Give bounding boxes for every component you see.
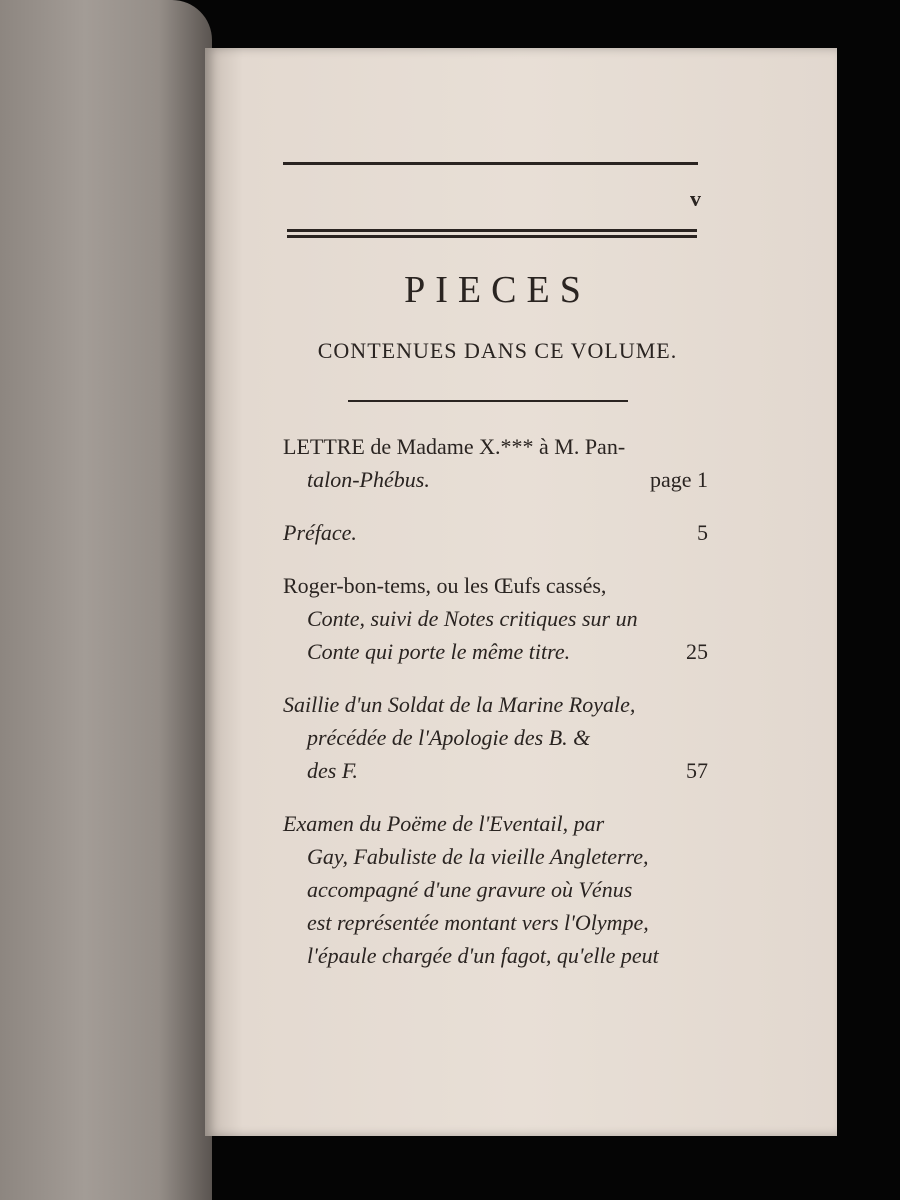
- entry-page: page 1: [649, 467, 708, 492]
- entry-line: précédée de l'Apologie des B. &: [307, 725, 591, 750]
- entry-page: 57: [686, 758, 708, 783]
- title-rule: [348, 400, 628, 402]
- entry-line: LETTRE de Madame X.*** à M. Pan-: [283, 434, 626, 459]
- page-subtitle: CONTENUES DANS CE VOLUME.: [317, 338, 678, 363]
- entry-line: Saillie d'un Soldat de la Marine Royale,: [283, 692, 636, 717]
- list-item: [283, 688, 708, 787]
- entry-line: accompagné d'une gravure où Vénus: [307, 877, 633, 902]
- list-item: [283, 430, 708, 496]
- list-item: [283, 516, 708, 549]
- entry-page: 5: [697, 520, 708, 545]
- entry-line: l'épaule chargée d'un fagot, qu'elle peut: [307, 943, 659, 968]
- entry-line: talon-Phébus. page 1: [283, 463, 708, 496]
- list-item: [283, 807, 708, 972]
- page-title: PIECES: [404, 269, 591, 311]
- entry-line: est représentée montant vers l'Olympe,: [307, 910, 649, 935]
- entry-line: Roger-bon-tems, ou les Œufs cassés,: [283, 573, 607, 598]
- top-rule: [283, 162, 698, 165]
- entry-line: Conte qui porte le même titre. 25: [283, 635, 708, 668]
- entry-line: des F. 57: [283, 754, 708, 787]
- contents-list: [283, 430, 708, 992]
- entry-line: Conte, suivi de Notes critiques sur un: [307, 606, 638, 631]
- left-page: [0, 0, 212, 1200]
- list-item: [283, 569, 708, 668]
- entry-line: Gay, Fabuliste de la vieille Angleterre,: [307, 844, 649, 869]
- entry-line: Examen du Poëme de l'Eventail, par: [283, 811, 605, 836]
- page-number: v: [690, 186, 701, 211]
- header-double-rule: [287, 229, 697, 238]
- entry-line: Préface. 5: [283, 516, 708, 549]
- entry-page: 25: [686, 639, 708, 664]
